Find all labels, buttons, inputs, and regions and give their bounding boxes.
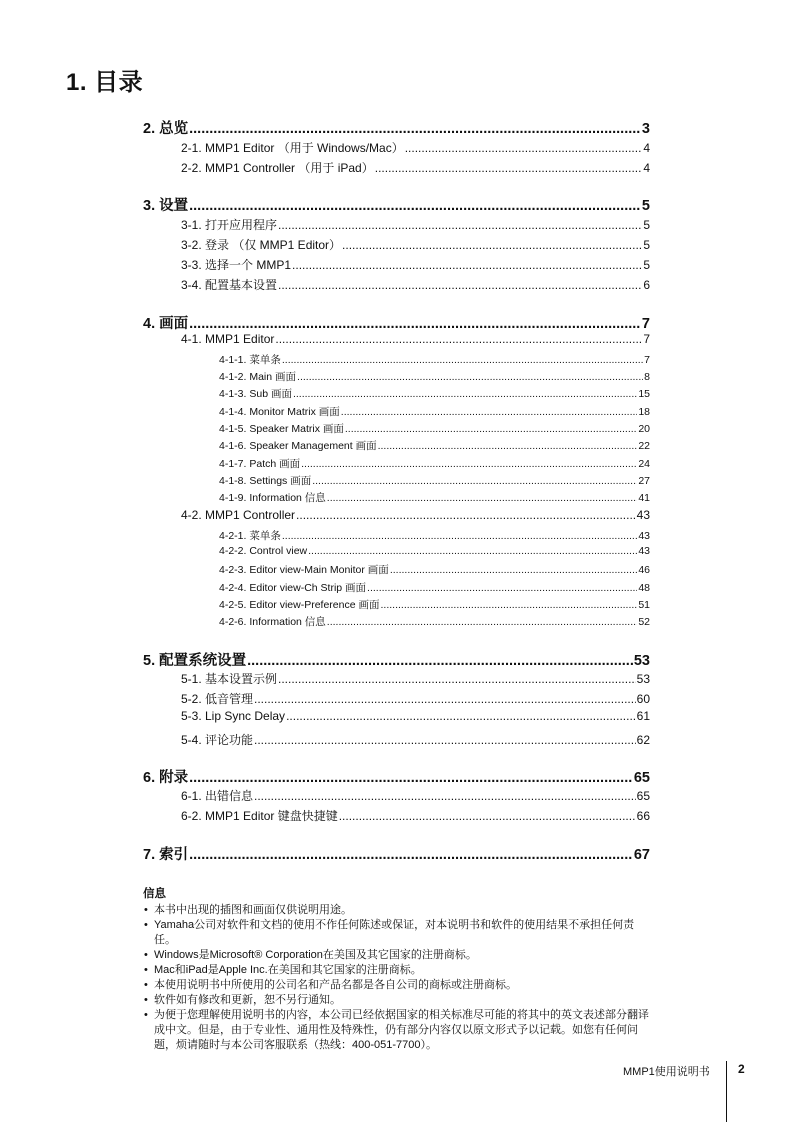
toc-dot-leader [341, 406, 638, 418]
toc-dot-leader [296, 508, 636, 522]
info-item: • 本使用说明书中所使用的公司名和产品名都是各自公司的商标或注册商标。 [143, 978, 653, 993]
info-item: • Mac和iPad是Apple Inc.在美国和其它国家的注册商标。 [143, 963, 653, 978]
info-section [143, 887, 653, 1053]
toc-entry-page: 53 [633, 653, 650, 669]
toc-entry-page: 7 [643, 332, 650, 346]
toc-dot-leader [339, 809, 636, 823]
toc-entry-title: 6-2. MMP1 Editor 键盘快捷键 [181, 809, 338, 823]
toc-dot-leader [345, 423, 637, 435]
toc-dot-leader [390, 564, 638, 576]
toc-entry-page: 61 [636, 709, 650, 723]
toc-dot-leader [405, 141, 643, 155]
toc-entry-page: 62 [636, 733, 650, 747]
toc-entry-title: 3-1. 打开应用程序 [181, 218, 278, 232]
toc-chapter-entry[interactable] [143, 117, 650, 138]
toc-entry-page: 20 [638, 423, 650, 435]
toc-dot-leader [380, 599, 637, 611]
toc-entry-page: 51 [638, 599, 650, 611]
toc-entry-title: 5-4. 评论功能 [181, 733, 254, 747]
toc-dot-leader [282, 530, 637, 542]
toc-dot-leader [275, 332, 642, 346]
toc-section-entry[interactable] [181, 332, 650, 346]
toc-entry-title: 7. 索引 [143, 847, 189, 863]
toc-entry-title: 4-2-5. Editor view-Preference 画面 [219, 599, 380, 611]
toc-section-entry[interactable] [181, 159, 650, 176]
toc-dot-leader [189, 770, 633, 786]
toc-entry-page: 5 [641, 198, 650, 214]
toc-entry-page: 43 [636, 508, 650, 522]
toc-entry-title: 4-1-1. 菜单条 [219, 354, 281, 366]
toc-entry-title: 4-1. MMP1 Editor [181, 332, 275, 346]
toc-subsection-entry[interactable] [219, 404, 650, 419]
toc-entry-title: 5-1. 基本设置示例 [181, 672, 278, 686]
toc-dot-leader [254, 733, 636, 747]
toc-dot-leader [189, 121, 641, 137]
toc-entry-page: 7 [644, 354, 650, 366]
toc-chapter-entry[interactable] [143, 766, 650, 787]
toc-section-entry[interactable] [181, 787, 650, 804]
toc-entry-page: 67 [633, 847, 650, 863]
toc-subsection-entry[interactable] [219, 528, 650, 543]
toc-entry-title: 4-2-3. Editor view-Main Monitor 画面 [219, 564, 389, 576]
page-number: 2 [738, 1062, 745, 1076]
toc-subsection-entry[interactable] [219, 614, 650, 629]
toc-section-entry[interactable] [181, 508, 650, 522]
info-title: 信息 [143, 888, 166, 900]
toc-dot-leader [278, 278, 642, 292]
toc-entry-page: 5 [643, 238, 650, 252]
toc-section-entry[interactable] [181, 256, 650, 273]
toc-entry-title: 4-2. MMP1 Controller [181, 508, 296, 522]
toc-entry-page: 24 [638, 458, 650, 470]
toc-section-entry[interactable] [181, 236, 650, 253]
toc-section-entry[interactable] [181, 709, 650, 723]
toc-dot-leader [297, 371, 643, 383]
toc-entry-page: 53 [636, 672, 650, 686]
toc-dot-leader [278, 672, 636, 686]
toc-entry-title: 4. 画面 [143, 316, 189, 332]
toc-entry-title: 4-1-2. Main 画面 [219, 371, 297, 383]
toc-entry-page: 66 [636, 809, 650, 823]
footer-divider [726, 1061, 727, 1122]
toc-section-entry[interactable] [181, 807, 650, 824]
info-item: • Yamaha公司对软件和文档的使用不作任何陈述或保证，对本说明书和软件的使用结果不承担任何责任。 [143, 918, 653, 948]
toc-dot-leader [189, 316, 641, 332]
toc-entry-title: 6-1. 出错信息 [181, 789, 254, 803]
toc-section-entry[interactable] [181, 216, 650, 233]
page-title: 1. 目录 [66, 69, 144, 96]
toc-section-entry[interactable] [181, 690, 650, 707]
toc-entry-title: 4-1-3. Sub 画面 [219, 388, 292, 400]
toc-subsection-entry[interactable] [219, 386, 650, 401]
toc-entry-title: 2. 总览 [143, 121, 189, 137]
toc-entry-title: 5-2. 低音管理 [181, 692, 254, 706]
toc-entry-page: 7 [641, 316, 650, 332]
toc-subsection-entry[interactable] [219, 438, 650, 453]
toc-entry-title: 5-3. Lip Sync Delay [181, 709, 286, 723]
toc-entry-page: 43 [638, 530, 650, 542]
toc-entry-title: 4-1-8. Settings 画面 [219, 475, 312, 487]
toc-subsection-entry[interactable] [219, 562, 650, 577]
toc-entry-title: 4-2-6. Information 信息 [219, 616, 326, 628]
toc-entry-page: 46 [638, 564, 650, 576]
toc-entry-page: 52 [638, 616, 650, 628]
toc-dot-leader [293, 388, 637, 400]
toc-entry-title: 2-1. MMP1 Editor （用于 Windows/Mac） [181, 141, 404, 155]
toc-entry-page: 5 [643, 258, 650, 272]
toc-entry-title: 3. 设置 [143, 198, 189, 214]
toc-entry-page: 41 [638, 492, 650, 504]
toc-section-entry[interactable] [181, 731, 650, 748]
toc-entry-title: 4-1-6. Speaker Management 画面 [219, 440, 377, 452]
toc-entry-title: 4-1-9. Information 信息 [219, 492, 326, 504]
toc-entry-page: 43 [638, 545, 650, 557]
toc-dot-leader [278, 218, 642, 232]
toc-entry-title: 2-2. MMP1 Controller （用于 iPad） [181, 161, 374, 175]
toc-dot-leader [301, 458, 637, 470]
toc-subsection-entry[interactable] [219, 473, 650, 488]
toc-entry-page: 22 [638, 440, 650, 452]
toc-entry-page: 15 [638, 388, 650, 400]
toc-section-entry[interactable] [181, 276, 650, 293]
toc-subsection-entry[interactable] [219, 545, 650, 557]
toc-dot-leader [375, 161, 643, 175]
toc-dot-leader [254, 692, 636, 706]
toc-dot-leader [312, 475, 637, 487]
toc-dot-leader [247, 653, 633, 669]
toc-entry-title: 6. 附录 [143, 770, 189, 786]
toc-chapter-entry[interactable] [143, 194, 650, 215]
toc-entry-title: 3-4. 配置基本设置 [181, 278, 278, 292]
toc-entry-title: 4-2-2. Control view [219, 545, 308, 557]
toc-dot-leader [327, 492, 638, 504]
toc-entry-title: 3-2. 登录 （仅 MMP1 Editor） [181, 238, 342, 252]
toc-chapter-entry[interactable] [143, 312, 650, 333]
toc-entry-title: 5. 配置系统设置 [143, 653, 247, 669]
toc-entry-page: 18 [638, 406, 650, 418]
toc-dot-leader [342, 238, 642, 252]
toc-entry-page: 65 [636, 789, 650, 803]
toc-entry-page: 65 [633, 770, 650, 786]
info-item: • 本书中出现的插图和画面仅供说明用途。 [143, 903, 653, 918]
toc-entry-title: 4-2-1. 菜单条 [219, 530, 281, 542]
toc-section-entry[interactable] [181, 139, 650, 156]
toc-entry-page: 4 [643, 161, 650, 175]
toc-entry-title: 4-2-4. Editor view-Ch Strip 画面 [219, 582, 367, 594]
toc-entry-page: 6 [643, 278, 650, 292]
toc-dot-leader [254, 789, 636, 803]
toc-entry-title: 4-1-4. Monitor Matrix 画面 [219, 406, 340, 418]
toc-dot-leader [286, 709, 636, 723]
toc-entry-page: 27 [638, 475, 650, 487]
toc-entry-title: 3-3. 选择一个 MMP1 [181, 258, 292, 272]
toc-entry-page: 60 [636, 692, 650, 706]
toc-dot-leader [327, 616, 638, 628]
toc-subsection-entry[interactable] [219, 352, 650, 367]
toc-dot-leader [292, 258, 642, 272]
info-item: • 为便于您理解使用说明书的内容，本公司已经依据国家的相关标准尽可能的将其中的英文表述部分翻译成中文。但是，由于专业性、通用性及特殊性，仍有部分内容仅以原文形式予以记载。如您有任何问题，烦请随时与本公司客服联系（热线：400-051-7700）。 [143, 1008, 653, 1053]
toc-subsection-entry[interactable] [219, 369, 650, 384]
toc-entry-title: 4-1-5. Speaker Matrix 画面 [219, 423, 344, 435]
info-item: • 软件如有修改和更新，恕不另行通知。 [143, 993, 653, 1008]
toc-dot-leader [189, 847, 633, 863]
toc-dot-leader [189, 198, 641, 214]
toc-dot-leader [378, 440, 638, 452]
toc-chapter-entry[interactable] [143, 649, 650, 670]
toc-subsection-entry[interactable] [219, 490, 650, 505]
toc-entry-page: 48 [638, 582, 650, 594]
toc-dot-leader [367, 582, 637, 594]
toc-dot-leader [282, 354, 643, 366]
toc-subsection-entry[interactable] [219, 421, 650, 436]
toc-entry-title: 4-1-7. Patch 画面 [219, 458, 301, 470]
toc-subsection-entry[interactable] [219, 580, 650, 595]
toc-dot-leader [308, 545, 637, 557]
toc-chapter-entry[interactable] [143, 843, 650, 864]
toc-entry-page: 5 [643, 218, 650, 232]
toc-entry-page: 8 [644, 371, 650, 383]
toc-subsection-entry[interactable] [219, 597, 650, 612]
toc-subsection-entry[interactable] [219, 456, 650, 471]
toc-entry-page: 4 [643, 141, 650, 155]
toc-entry-page: 3 [641, 121, 650, 137]
info-item: • Windows是Microsoft® Corporation在美国及其它国家的注册商标。 [143, 948, 653, 963]
manual-name: MMP1使用说明书 [623, 1066, 710, 1078]
toc-section-entry[interactable] [181, 670, 650, 687]
